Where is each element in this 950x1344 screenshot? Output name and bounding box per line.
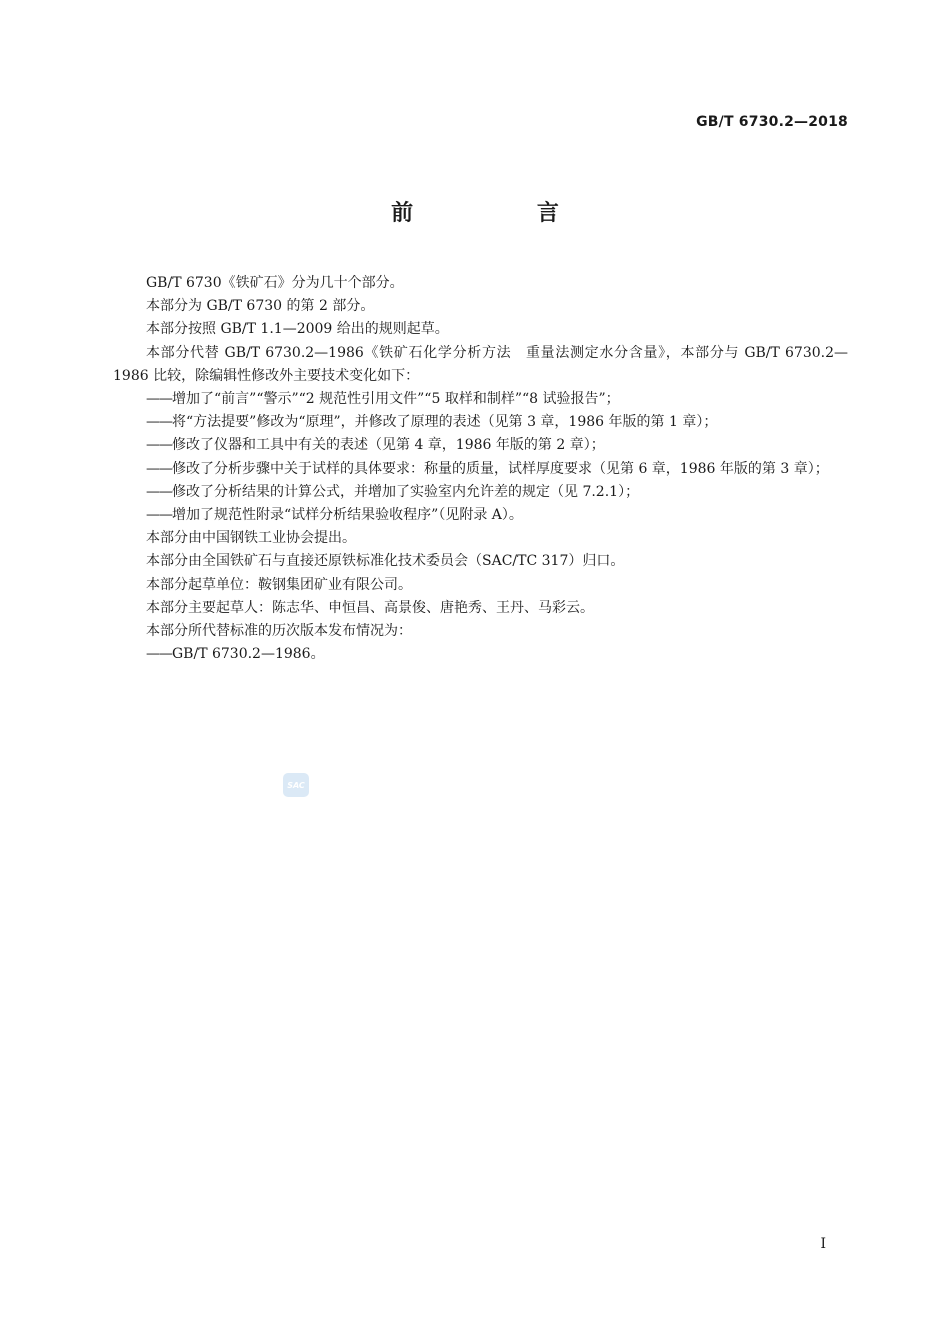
- paragraph-text: 增加了规范性附录“试样分析结果验收程序”（见附录 A）。: [172, 507, 523, 524]
- paragraph-text: GB/T 6730.2—1986。: [172, 646, 325, 663]
- page-number: I: [820, 1236, 826, 1252]
- sac-watermark-logo: SAC: [283, 773, 309, 797]
- paragraph: [113, 295, 848, 318]
- paragraph-text: 本部分主要起草人：陈志华、申恒昌、高景俊、唐艳秀、王丹、马彩云。: [146, 599, 594, 616]
- standard-number: GB/T 6730.2—2018: [696, 114, 848, 130]
- dash-lead: ——: [146, 437, 172, 454]
- paragraph-text: 修改了仪器和工具中有关的表述（见第 4 章，1986 年版的第 2 章）；: [172, 437, 605, 454]
- dash-lead: ——: [146, 507, 172, 524]
- list-item: [113, 643, 848, 666]
- paragraph-text: 本部分代替 GB/T 6730.2—1986《铁矿石化学分析方法 重量法测定水分含量》，本部分与 GB/T 6730.2—1986 比较，除编辑性修改外主要技术变化如下：: [113, 344, 848, 384]
- list-item: [113, 388, 848, 411]
- dash-lead: ——: [146, 414, 172, 431]
- dash-lead: ——: [146, 646, 172, 663]
- paragraph-text: 修改了分析步骤中关于试样的具体要求：称量的质量，试样厚度要求（见第 6 章，1986 年版的第 3 章）；: [172, 460, 829, 477]
- list-item: [113, 481, 848, 504]
- list-item: [113, 504, 848, 527]
- paragraph-text: 本部分由中国钢铁工业协会提出。: [146, 530, 356, 547]
- list-item: [113, 411, 848, 434]
- paragraph-text: 本部分由全国铁矿石与直接还原铁标准化技术委员会（SAC/TC 317）归口。: [146, 553, 625, 570]
- paragraph: [113, 527, 848, 550]
- paragraph-text: 本部分起草单位：鞍钢集团矿业有限公司。: [146, 576, 412, 593]
- foreword-body: [113, 272, 848, 666]
- paragraph-text: 本部分为 GB/T 6730 的第 2 部分。: [146, 298, 375, 315]
- dash-lead: ——: [146, 483, 172, 500]
- paragraph: [113, 318, 848, 341]
- list-item: [113, 458, 848, 481]
- paragraph-text: 将“方法提要”修改为“原理”，并修改了原理的表述（见第 3 章，1986 年版的第 1 章）；: [172, 414, 718, 431]
- paragraph: [113, 620, 848, 643]
- paragraph: [113, 550, 848, 573]
- dash-lead: ——: [146, 460, 172, 477]
- paragraph: [113, 342, 848, 388]
- page-title: 前 言: [391, 201, 617, 226]
- paragraph: [113, 597, 848, 620]
- paragraph: [113, 272, 848, 295]
- list-item: [113, 434, 848, 457]
- paragraph-text: GB/T 6730《铁矿石》分为几十个部分。: [146, 275, 404, 291]
- paragraph-text: 本部分按照 GB/T 1.1—2009 给出的规则起草。: [146, 321, 449, 338]
- paragraph-text: 修改了分析结果的计算公式，并增加了实验室内允许差的规定（见 7.2.1）；: [172, 483, 640, 500]
- paragraph: [113, 574, 848, 597]
- dash-lead: ——: [146, 391, 172, 408]
- paragraph-text: 增加了“前言”“警示”“2 规范性引用文件”“5 取样和制样”“8 试验报告”；: [172, 391, 620, 408]
- paragraph-text: 本部分所代替标准的历次版本发布情况为：: [146, 623, 412, 640]
